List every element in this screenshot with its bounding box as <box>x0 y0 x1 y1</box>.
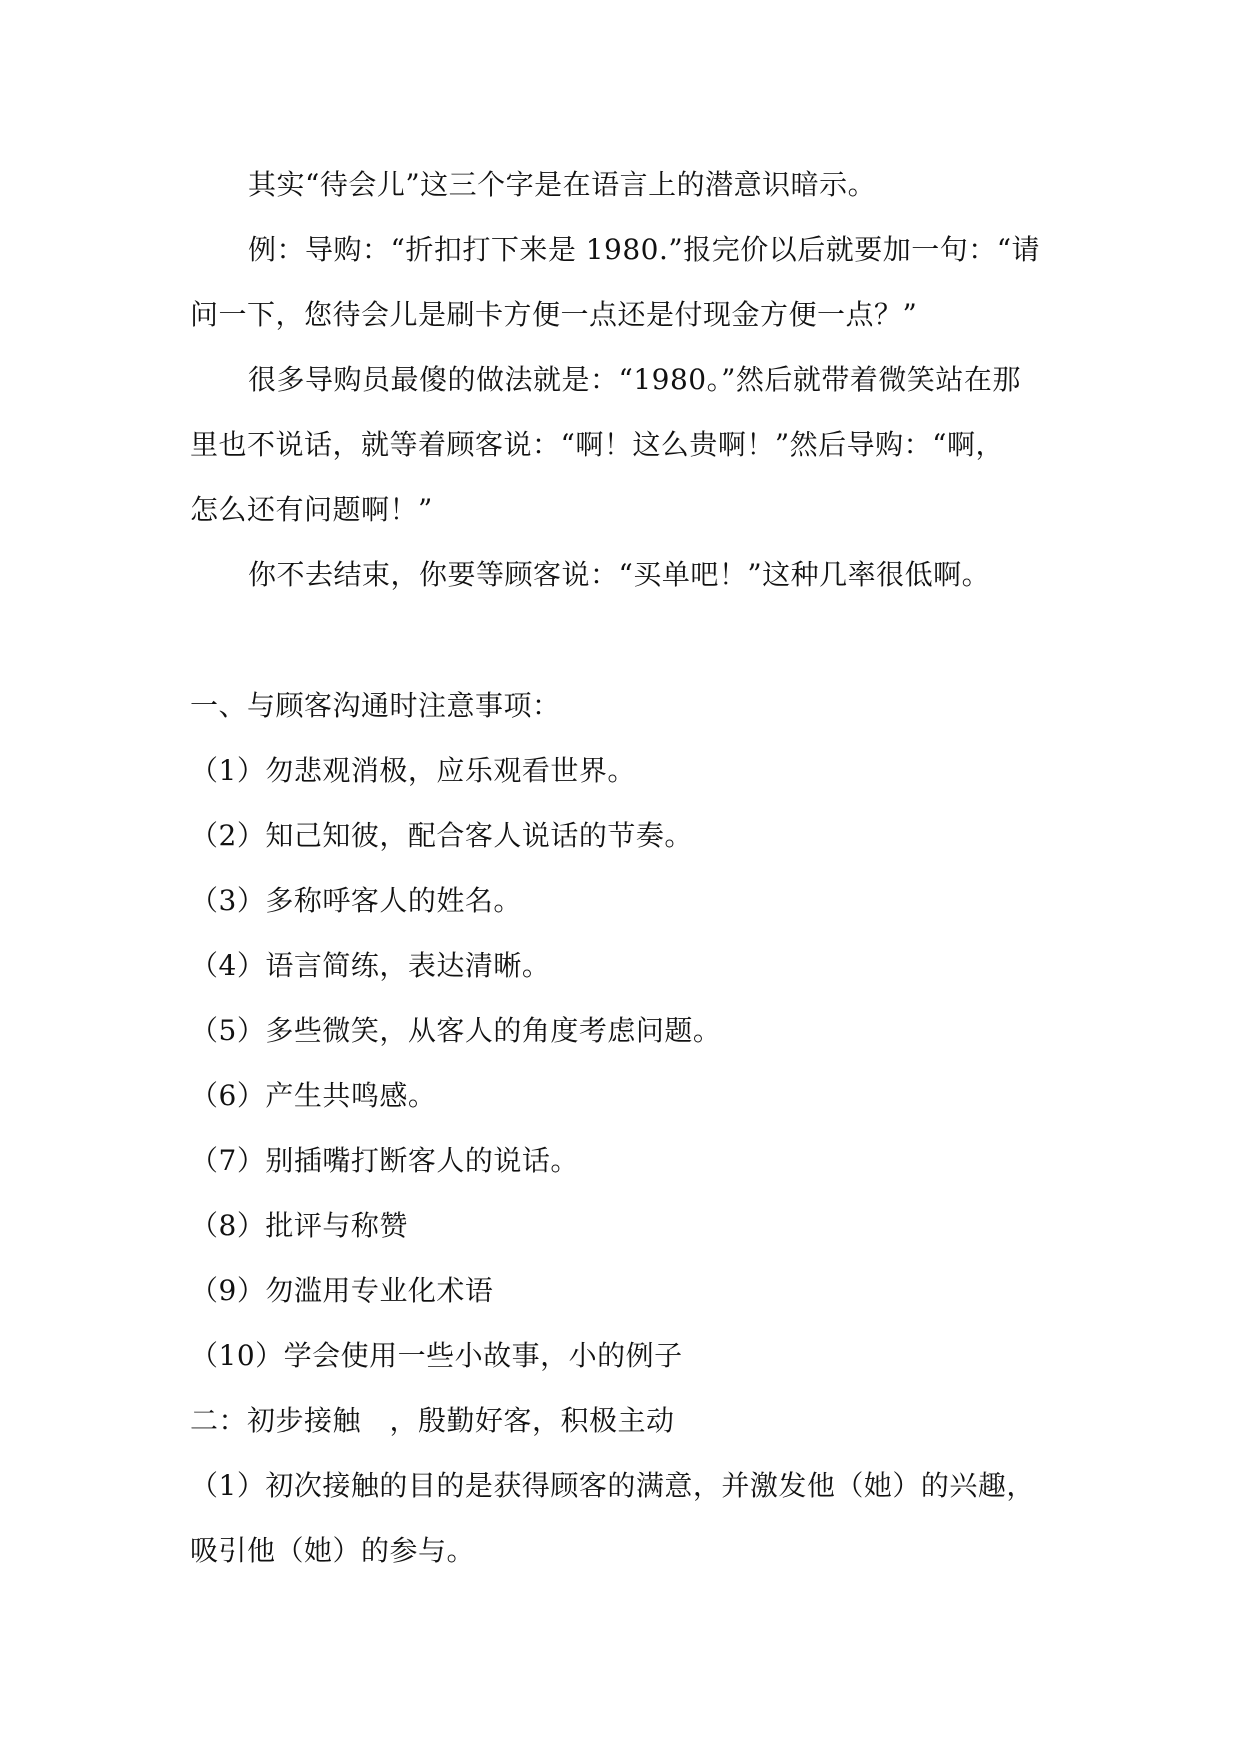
section-heading: 一、与顾客沟通时注意事项： <box>190 689 561 722</box>
list-item: （5）多些微笑，从客人的角度考虑问题。 <box>190 1014 722 1047</box>
section-heading: 二：初步接触 ，殷勤好客，积极主动 <box>190 1404 675 1437</box>
list-item-continuation: 吸引他（她）的参与。 <box>190 1534 476 1567</box>
paragraph-line: 其实“待会儿”这三个字是在语言上的潜意识暗示。 <box>248 168 877 201</box>
paragraph-line: 问一下，您待会儿是刷卡方便一点还是付现金方便一点？” <box>190 298 918 331</box>
paragraph-line: 例：导购：“折扣打下来是 1980.”报完价以后就要加一句：“请 <box>248 233 1041 266</box>
list-item: （10）学会使用一些小故事，小的例子 <box>190 1339 683 1372</box>
list-item: （9）勿滥用专业化术语 <box>190 1274 494 1307</box>
list-item: （3）多称呼客人的姓名。 <box>190 884 522 917</box>
list-item: （1）勿悲观消极，应乐观看世界。 <box>190 754 636 787</box>
paragraph-line: 怎么还有问题啊！” <box>190 493 433 526</box>
list-item: （7）别插嘴打断客人的说话。 <box>190 1144 579 1177</box>
list-item: （6）产生共鸣感。 <box>190 1079 437 1112</box>
list-item: （8）批评与称赞 <box>190 1209 408 1242</box>
list-item: （2）知己知彼，配合客人说话的节奏。 <box>190 819 693 852</box>
paragraph-line: 很多导购员最傻的做法就是：“1980。”然后就带着微笑站在那 <box>248 363 1021 396</box>
list-item: （4）语言简练，表达清晰。 <box>190 949 551 982</box>
paragraph-line: 你不去结束，你要等顾客说：“买单吧！”这种几率很低啊。 <box>248 558 991 591</box>
paragraph-line: 里也不说话，就等着顾客说：“啊！这么贵啊！”然后导购：“啊， <box>190 428 1004 461</box>
list-item: （1）初次接触的目的是获得顾客的满意，并激发他（她）的兴趣， <box>190 1469 1035 1502</box>
